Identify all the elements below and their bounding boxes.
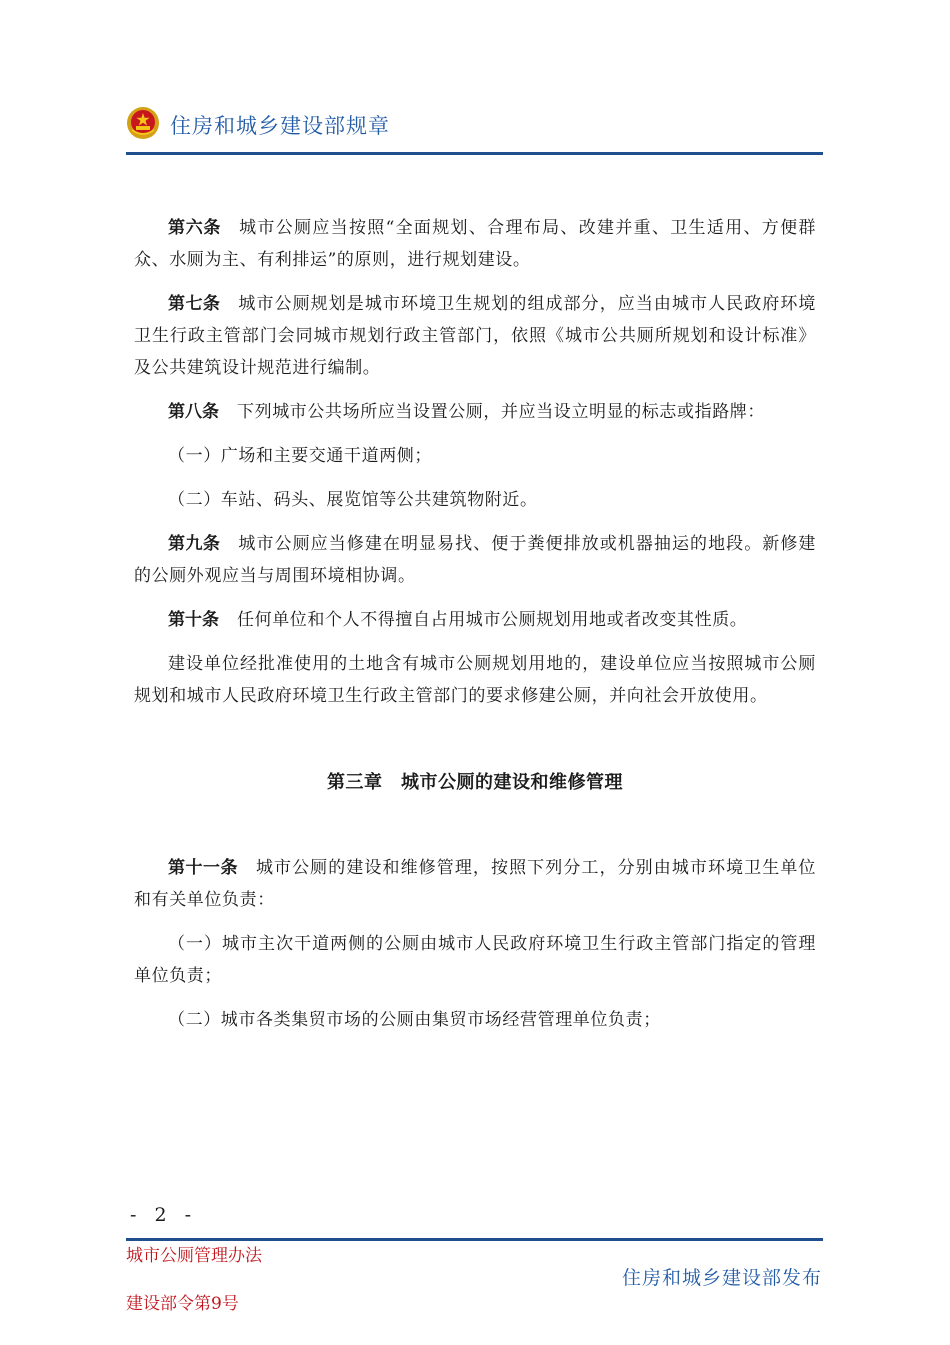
list-item-text: （二）车站、码头、展览馆等公共建筑物附近。 (168, 490, 538, 510)
chapter-heading: 第三章 城市公厕的建设和维修管理 (327, 772, 623, 793)
article-text: 城市公厕规划是城市环境卫生规划的组成部分，应当由城市人民政府环境卫生行政主管部门会同城市规划行政主管部门，依照《城市公共厕所规划和设计标准》及公共建筑设计规范进行编制。 (134, 294, 817, 378)
article-paragraph (134, 852, 816, 916)
article-paragraph (134, 396, 816, 428)
article-text: 下列城市公共场所应当设置公厕，并应当设立明显的标志或指路牌： (237, 402, 765, 422)
list-item-text: （一）城市主次干道两侧的公厕由城市人民政府环境卫生行政主管部门指定的管理单位负责； (134, 934, 816, 986)
article-label: 第六条 (168, 218, 222, 238)
header-divider (126, 152, 823, 155)
footer-doc-info (126, 1246, 262, 1314)
list-item (134, 928, 816, 992)
article-text: 城市公厕的建设和维修管理，按照下列分工，分别由城市环境卫生单位和有关单位负责： (134, 858, 816, 910)
footer-doc-number: 建设部令第9号 (126, 1294, 239, 1314)
article-label: 第十条 (168, 610, 219, 630)
article-label: 第十一条 (168, 858, 238, 878)
article-paragraph (134, 604, 816, 636)
list-item (134, 484, 816, 516)
article-text: 城市公厕应当按照“全面规划、合理布局、改建并重、卫生适用、方便群众、水厕为主、有利排运”的原则，进行规划建设。 (134, 218, 817, 270)
national-emblem-icon (126, 106, 160, 140)
footer-publisher: 住房和城乡建设部发布 (621, 1267, 822, 1289)
page-header (126, 100, 823, 156)
footer-divider (126, 1238, 823, 1241)
header-title: 住房和城乡建设部规章 (170, 114, 390, 138)
list-item-text: （一）广场和主要交通干道两侧； (168, 446, 432, 466)
article-text: 任何单位和个人不得擅自占用城市公厕规划用地或者改变其性质。 (237, 610, 748, 630)
body-paragraph (134, 648, 816, 712)
list-item (134, 440, 816, 472)
paragraph-text: 建设单位经批准使用的土地含有城市公厕规划用地的，建设单位应当按照城市公厕规划和城市人民政府环境卫生行政主管部门的要求修建公厕，并向社会开放使用。 (134, 654, 816, 706)
article-text: 城市公厕应当修建在明显易找、便于粪便排放或机器抽运的地段。新修建的公厕外观应当与周围环境相协调。 (134, 534, 817, 586)
article-label: 第七条 (168, 294, 221, 314)
list-item-text: （二）城市各类集贸市场的公厕由集贸市场经营管理单位负责； (168, 1010, 661, 1030)
footer-doc-title: 城市公厕管理办法 (126, 1246, 262, 1266)
article-paragraph (134, 288, 816, 384)
page-number: - 2 - (130, 1204, 198, 1226)
article-label: 第八条 (168, 402, 219, 422)
article-paragraph (134, 212, 816, 276)
list-item (134, 1004, 816, 1036)
article-paragraph (134, 528, 816, 592)
article-label: 第九条 (168, 534, 221, 554)
document-body (134, 212, 816, 1048)
